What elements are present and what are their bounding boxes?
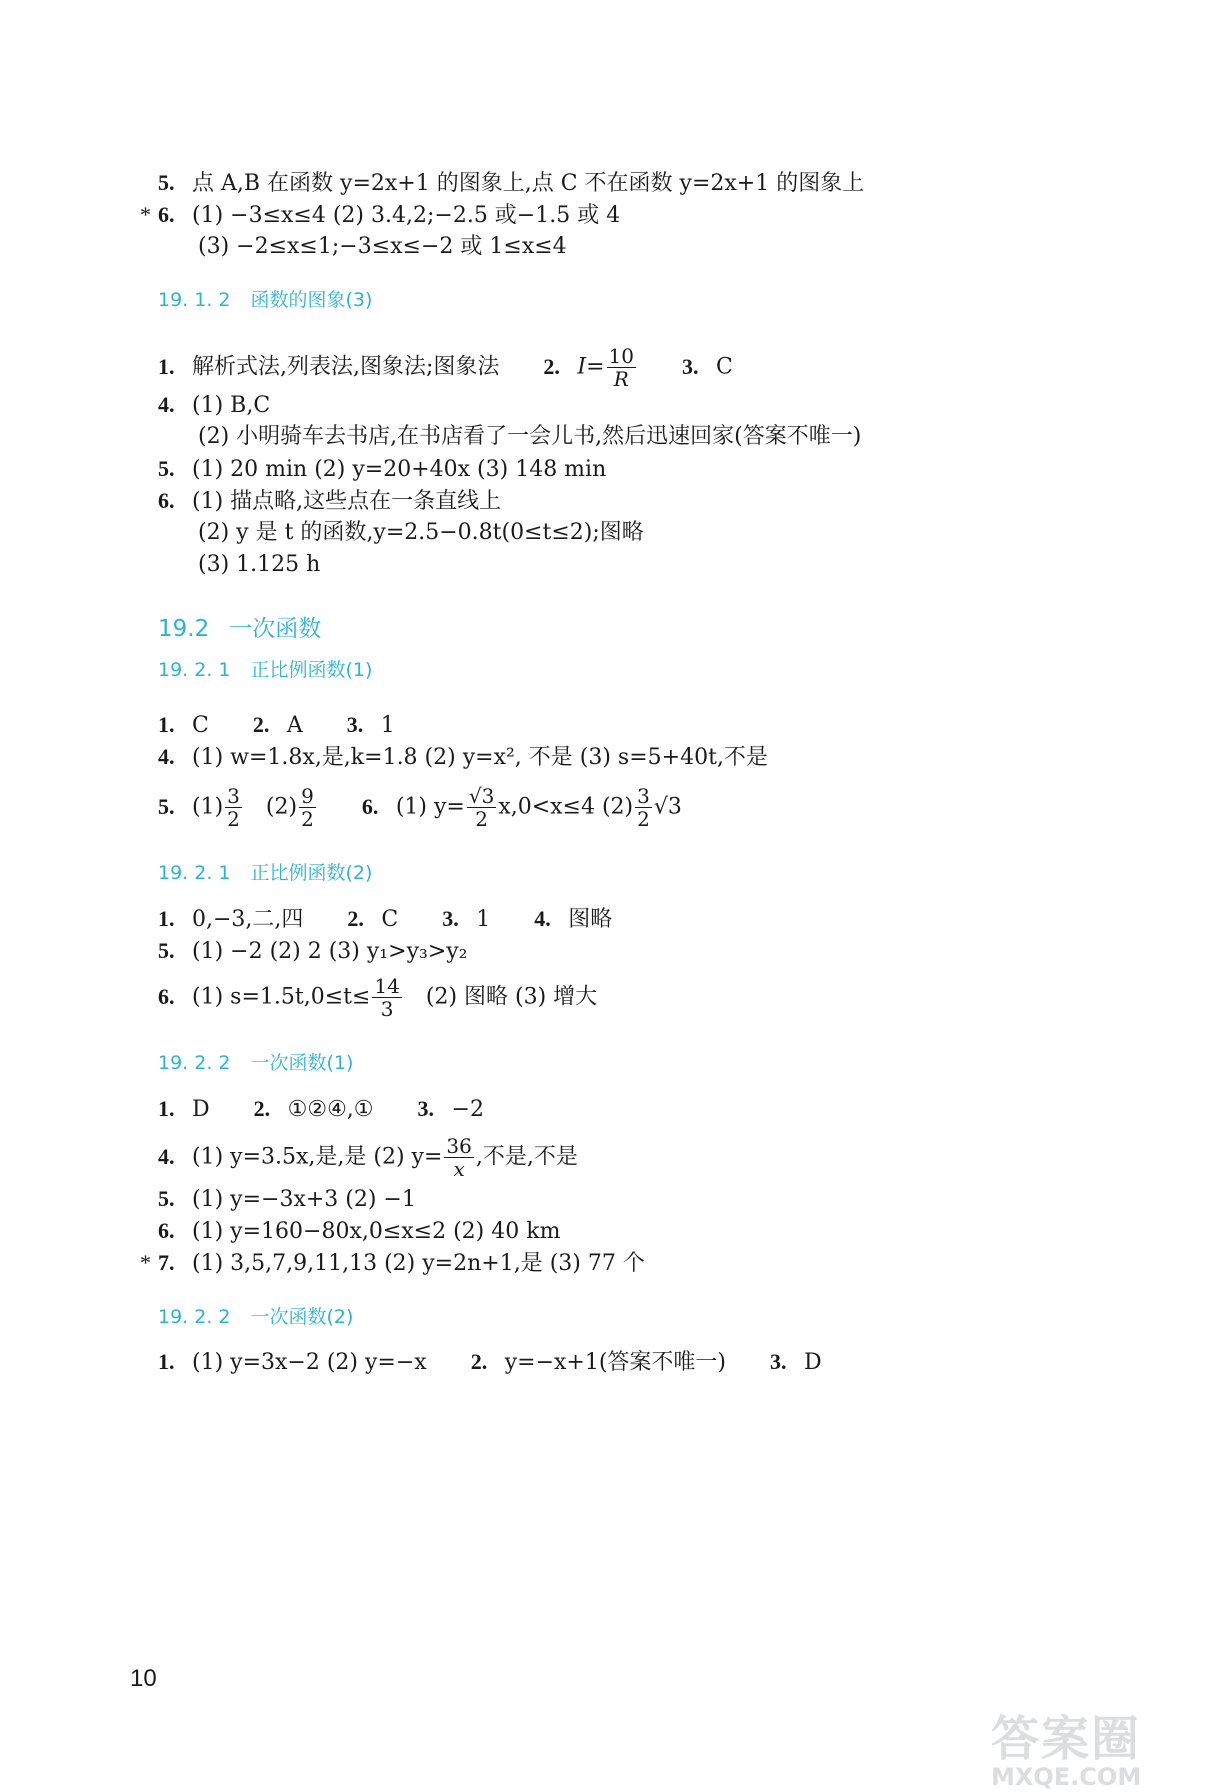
answer-4-part2: (2) 小明骑车去书店,在书店看了一会儿书,然后迅速回家(答案不唯一): [198, 424, 862, 449]
answer-5: 5. (1) 20 min (2) y=20+40x (3) 148 min: [158, 456, 607, 482]
answer-6-part2: (2) y 是 t 的函数,y=2.5−0.8t(0≤t≤2);图略: [198, 520, 644, 545]
answer-6: * 6. (1) −3≤x≤4 (2) 3.4,2;−2.5 或−1.5 或 4: [140, 202, 621, 228]
answer-4: 4. (1) y=3.5x,是,是 (2) y= $\frac{36}{x}$ ,不是,不是: [158, 1134, 578, 1181]
fraction: $\frac{3}{2}$: [227, 784, 240, 831]
watermark-logo: 答案圈 MXQE.COM: [991, 1711, 1142, 1791]
answer-6-part3: (3) −2≤x≤1;−3≤x≤−2 或 1≤x≤4: [198, 234, 567, 259]
answer-5: 5. (1) y=−3x+3 (2) −1: [158, 1186, 416, 1212]
answer-1-3: 1. C 2. A 3. 1: [158, 712, 395, 738]
answer-6: 6. (1) y=160−80x,0≤x≤2 (2) 40 km: [158, 1218, 561, 1244]
fraction: $\frac{9}{2}$: [301, 784, 314, 831]
chapter-heading: 19.2 一次函数: [158, 616, 322, 642]
section-heading: 19. 2. 1 正比例函数(2): [158, 862, 373, 884]
fraction: $\frac{36}{x}$: [446, 1134, 472, 1181]
answer-5-6: 5. (1) $\frac{3}{2}$ (2) $\frac{9}{2}$ 6. (1) y= $\frac{√3}{2}$ x,0<x≤4 (2) $\frac{3}{2}$ √3: [158, 784, 682, 831]
section-heading: 19. 1. 2 函数的图象(3): [158, 289, 373, 311]
answer-4: 4. (1) B,C: [158, 392, 271, 418]
answer-6: 6. (1) 描点略,这些点在一条直线上: [158, 488, 502, 514]
fraction: $\frac{10}{R}$: [608, 344, 634, 391]
answer-5: 5. (1) −2 (2) 2 (3) y₁>y₃>y₂: [158, 938, 468, 964]
answer-1-3: 1. (1) y=3x−2 (2) y=−x 2. y=−x+1(答案不唯一) 3. D: [158, 1349, 822, 1375]
section-heading: 19. 2. 2 一次函数(2): [158, 1306, 354, 1328]
fraction: $\frac{√3}{2}$: [468, 784, 495, 831]
answer-1-3: 1. 解析式法,列表法,图象法;图象法 2. I= $\frac{10}{R}$ 3. C: [158, 344, 733, 391]
fraction: $\frac{14}{3}$: [374, 974, 400, 1021]
section-heading: 19. 2. 1 正比例函数(1): [158, 659, 373, 681]
answer-5: 5. 点 A,B 在函数 y=2x+1 的图象上,点 C 不在函数 y=2x+1 的图象上: [158, 170, 865, 196]
answer-7: * 7. (1) 3,5,7,9,11,13 (2) y=2n+1,是 (3) 77 个: [140, 1250, 645, 1276]
section-heading: 19. 2. 2 一次函数(1): [158, 1052, 354, 1074]
answer-6: 6. (1) s=1.5t,0≤t≤ $\frac{14}{3}$ (2) 图略 (3) 增大: [158, 974, 598, 1021]
page-number: 10: [130, 1665, 157, 1692]
fraction: $\frac{3}{2}$: [637, 784, 650, 831]
answer-1-4: 1. 0,−3,二,四 2. C 3. 1 4. 图略: [158, 906, 613, 932]
answer-1-3: 1. D 2. ①②④,① 3. −2: [158, 1096, 484, 1122]
answer-4: 4. (1) w=1.8x,是,k=1.8 (2) y=x², 不是 (3) s=5+40t,不是: [158, 744, 768, 770]
answer-6-part3: (3) 1.125 h: [198, 552, 321, 577]
